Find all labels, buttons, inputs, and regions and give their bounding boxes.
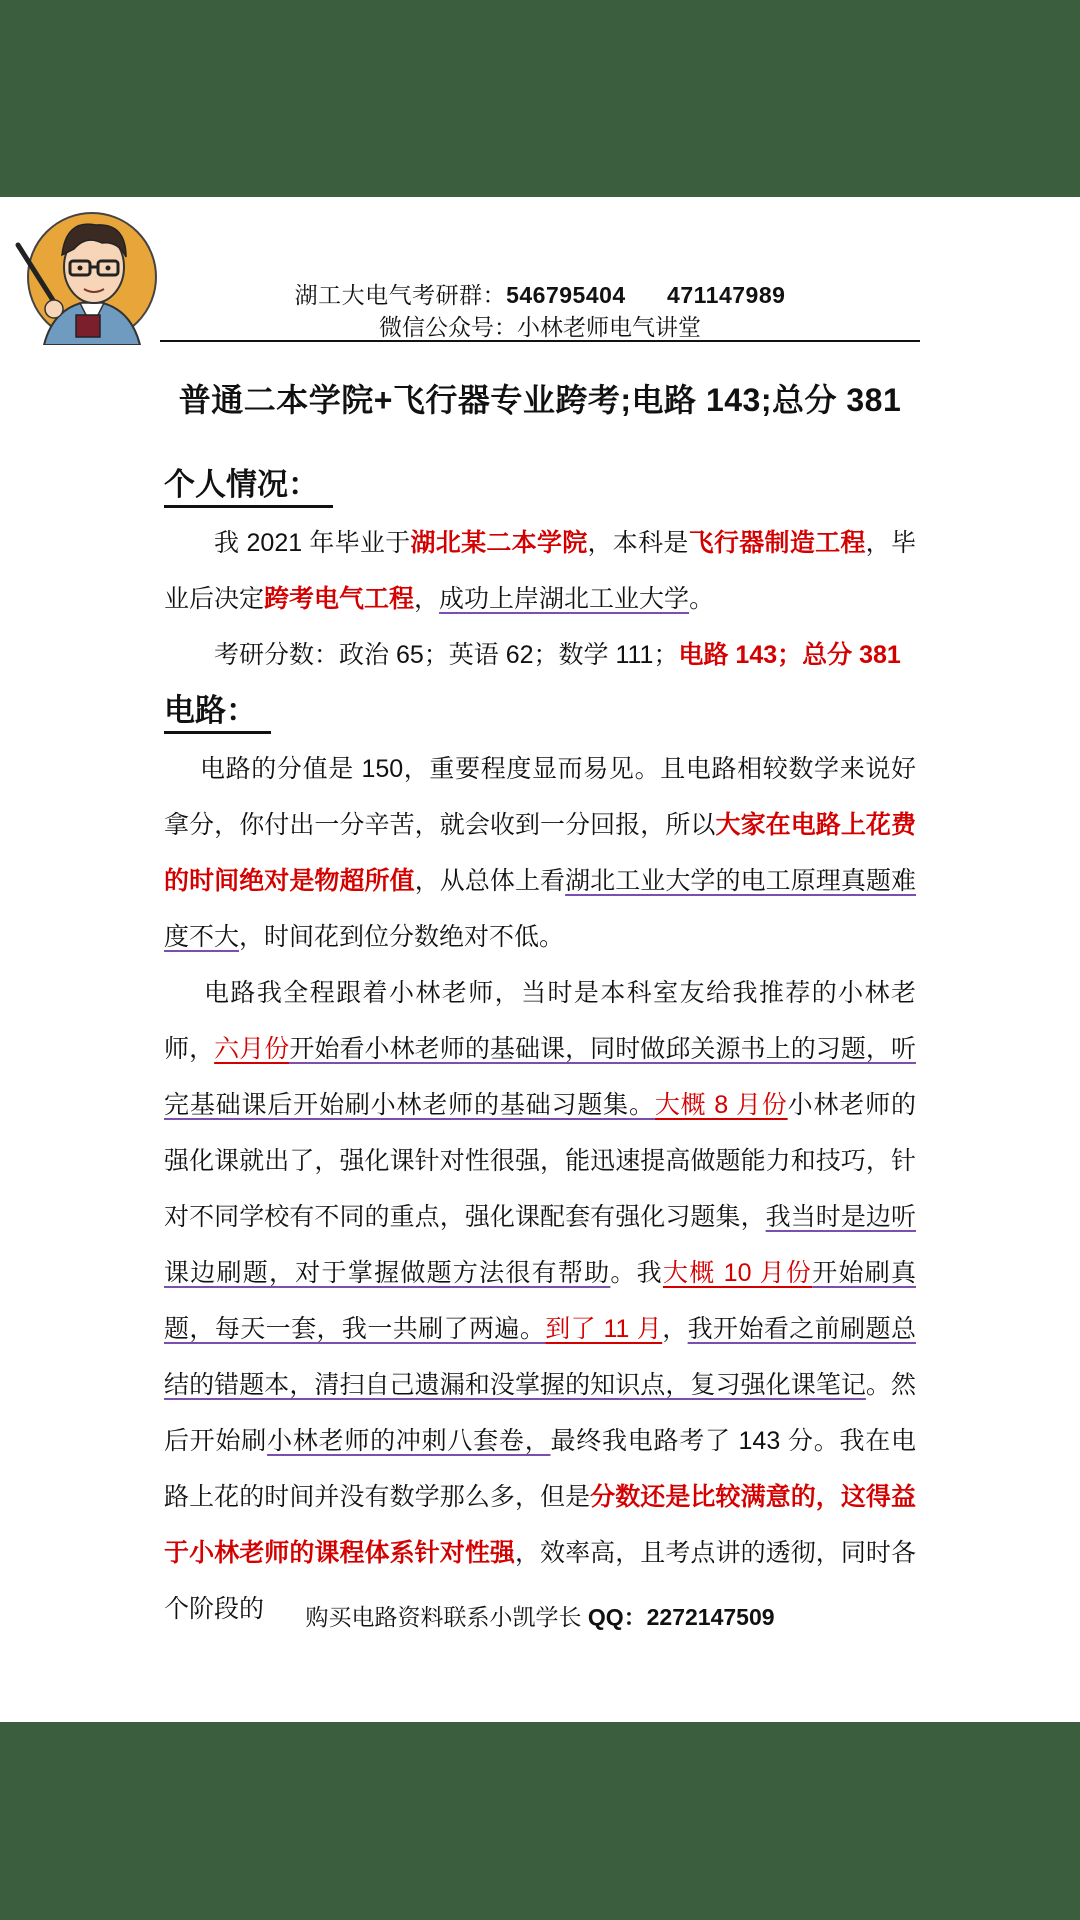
highlight-cross-exam: 跨考电气工程 <box>264 585 415 613</box>
underline-basic-course: 开始看小林老师的基础课，同时做邱关源书上的习题，听完基础课后开始刷小林老师的基础习题集。 <box>164 1035 916 1119</box>
highlight-school: 湖北某二本学院 <box>410 529 588 557</box>
underline-difficulty: 湖北工业大学的电工原理真题难度不大 <box>164 867 916 951</box>
text-run: ，从总体上看 <box>414 867 566 895</box>
circuit-paragraph-2 <box>164 965 916 1637</box>
document-page <box>0 197 1080 1722</box>
group-label: 湖工大电气考研群： <box>294 282 507 308</box>
wechat-line: 微信公众号：小林老师电气讲堂 <box>379 314 701 340</box>
text-run: ，效率高，且考点讲的透彻，同时各个阶段的 <box>164 1539 916 1623</box>
footer-contact <box>0 1599 1080 1632</box>
underline-result: 成功上岸湖北工业大学 <box>439 585 690 613</box>
highlight-november: 到了 11 月 <box>545 1315 663 1343</box>
underline-method: 我当时是边听课边刷题，对于掌握做题方法很有帮助 <box>164 1203 916 1287</box>
text-run: ，本科是 <box>587 529 689 557</box>
text-run: 小林老师的强化课就出了，强化课针对性很强，能迅速提高做题能力和技巧，针对不同学校有不同的重点，强化课配套有强化习题集， <box>164 1091 916 1231</box>
text-run: 最终我电路考了 143 分。我在电路上花的时间并没有数学那么多，但是 <box>164 1427 916 1511</box>
group-qq-1: 546795404 <box>506 282 626 308</box>
highlight-major: 飞行器制造工程 <box>688 529 866 557</box>
personal-paragraph-1 <box>164 515 916 627</box>
personal-paragraph-scores <box>164 627 916 683</box>
text-run: ，时间花到位分数绝对不低。 <box>239 923 565 951</box>
footer-label: 购买电路资料联系小凯学长 <box>305 1604 588 1630</box>
circuit-paragraph-1 <box>164 741 916 965</box>
page-title: 普通二本学院+飞行器专业跨考;电路 143;总分 381 <box>178 382 902 418</box>
text-run: 我 2021 年毕业于 <box>214 529 411 557</box>
group-info-line <box>0 277 1080 310</box>
section-heading-circuit: 电路： <box>164 691 271 734</box>
highlight-satisfied: 分数还是比较满意的，这得益于小林老师的课程体系针对性强 <box>164 1483 916 1567</box>
text-run: 。 <box>689 585 715 613</box>
underline-past-papers: 开始刷真题，每天一套，我一共刷了两遍。 <box>164 1259 916 1343</box>
text-run: 电路我全程跟着小林老师，当时是本科室友给我推荐的小林老师， <box>164 979 916 1063</box>
highlight-august: 大概 8 月份 <box>654 1091 788 1119</box>
underline-review: 我开始看之前刷题总结的错题本，清扫自己遗漏和没掌握的知识点，复习强化课笔记 <box>164 1315 916 1399</box>
text-run: ， <box>662 1315 688 1343</box>
scores-text: 考研分数：政治 65；英语 62；数学 111； <box>214 641 679 669</box>
highlight-worth-time: 大家在电路上花费的时间绝对是物超所值 <box>164 811 916 895</box>
text-run: ， <box>414 585 440 613</box>
text-run: ，毕业后决定 <box>164 529 916 613</box>
bottom-band <box>0 1722 1080 1920</box>
group-qq-2: 471147989 <box>667 282 786 308</box>
highlight-june: 六月份 <box>214 1035 290 1063</box>
footer-qq: QQ：2272147509 <box>587 1604 775 1630</box>
highlight-scores: 电路 143；总分 381 <box>678 641 901 669</box>
text-run: 。然后开始刷 <box>164 1371 916 1455</box>
underline-sprint: 小林老师的冲刺八套卷， <box>267 1427 551 1455</box>
top-band <box>0 0 1080 197</box>
text-run: 电路的分值是 150，重要程度显而易见。且电路相较数学来说好拿分，你付出一分辛苦，就会收到一分回报，所以 <box>164 755 916 839</box>
section-heading-personal: 个人情况： <box>164 465 333 508</box>
highlight-october: 大概 10 月份 <box>662 1259 813 1287</box>
text-run: 。我 <box>610 1259 663 1287</box>
header-divider <box>160 340 920 342</box>
